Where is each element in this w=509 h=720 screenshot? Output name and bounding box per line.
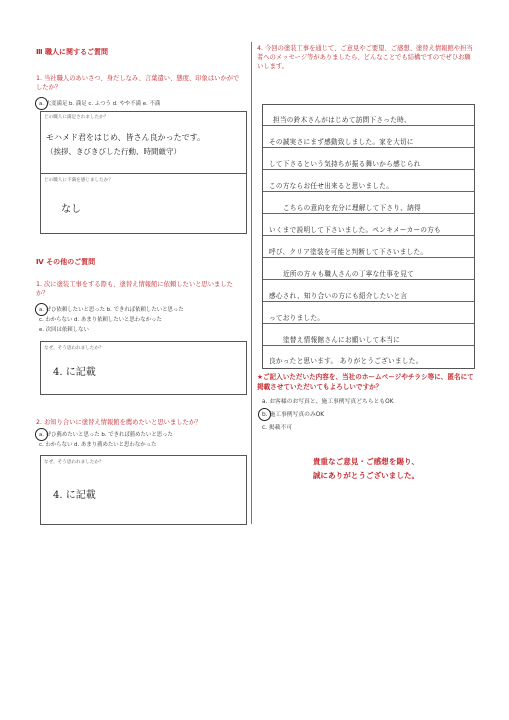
ruled-line	[263, 213, 474, 214]
ruled-line	[263, 125, 474, 126]
section-3-title: Ⅲ 職人に関するご質問	[36, 48, 109, 56]
publish-option-c: c. 掲載不可	[262, 425, 293, 431]
comment-line: して下さるという気持ちが振る舞いから感じられ	[269, 160, 421, 168]
comment-line: いくまで説明して下さいました。ペンキメーカーの方も	[269, 226, 442, 234]
unsatisfied-answer: なし	[61, 204, 81, 215]
reason-label: なぜ、そう思われましたか？	[44, 460, 104, 465]
publish-option-a: a. お客様のお写真と、施工事例写真どちらともOK	[262, 399, 394, 405]
q1-reason-box	[40, 341, 247, 395]
publish-permission-question: ★ご記入いただいた内容を、当社のホームページやチラシ等に、匿名にて掲載させていただいてもよろしいですか？	[257, 373, 474, 391]
q1-reason-answer: 4. に記載	[53, 367, 96, 378]
q2-reason-answer: 4. に記載	[53, 490, 96, 501]
section-3-q1-options: a. 大変満足 b. 満足 c. ふつう d. やや不満 e. 不満	[39, 101, 161, 107]
comment-line: 近所の方々も職人さんの丁寧な仕事を見て	[283, 270, 414, 278]
answer-circle-b	[258, 408, 271, 421]
satisfied-answer-line-1: モハメド君をはじめ、皆さん良かったです。	[46, 133, 206, 142]
satisfied-label: どの職人に満足されましたか？	[44, 115, 109, 120]
section-4-q1-option-line-2: c. わからない d. あまり依頼したいと思わなかった	[39, 317, 162, 323]
column-divider	[251, 42, 252, 524]
answer-circle-a	[35, 428, 48, 441]
section-4-question-2: 2. お知り合いに塗替え情報館を薦めたいと思いましたか？	[36, 419, 202, 426]
answer-circle-a	[35, 303, 48, 316]
comment-line: この方ならお任せ出来ると思いました。	[269, 182, 394, 190]
unsatisfied-label: どの職人に不満を感じましたか？	[44, 178, 113, 183]
comment-line: 塗替え情報館さんにお願いして本当に	[283, 336, 401, 344]
ruled-line	[263, 301, 474, 302]
comment-line: っておりました。	[269, 314, 325, 322]
free-comment-box	[262, 104, 475, 369]
ruled-line	[263, 279, 474, 280]
section-4-q2-option-line-1: a. ぜひ薦めたいと思った b. できれば薦めたいと思った	[39, 432, 173, 438]
ruled-line	[263, 147, 474, 148]
thanks-line-2: 誠にありがとうございました。	[312, 471, 420, 480]
section-4-q2-option-line-2: c. わからない d. あまり薦めたいと思わなかった	[39, 442, 157, 448]
comment-line: その誠実さにまず感動致しました。家を大切に	[269, 138, 414, 146]
section-4-title: Ⅳ その他のご質問	[36, 258, 96, 266]
comment-line: こちらの意向を充分に理解して下さり、納得	[283, 204, 421, 212]
satisfied-answer-line-2: （挨拶、きびきびした行動、時間厳守）	[46, 147, 181, 156]
comment-line: 良かったと思います。 ありがとうございました。	[269, 357, 423, 365]
satisfied-answer-box	[40, 111, 247, 175]
ruled-line	[263, 323, 474, 324]
ruled-line	[263, 169, 474, 170]
unsatisfied-answer-box	[40, 173, 247, 234]
question-4-prompt: 4. 今回の塗装工事を通じて、ご意見やご要望、ご感想、塗替え情報館や担当者へのメッセージ等がありましたら、どんなことでも結構ですのでぜひお願いします。	[257, 45, 473, 70]
answer-circle-a	[35, 97, 48, 110]
ruled-line	[263, 345, 474, 346]
comment-line: 担当の鈴木さんがはじめて訪問下さった時、	[273, 116, 411, 124]
section-4-question-1: 1. 次に塗装工事をする際も、塗替え情報館に依頼したいと思いましたか？	[36, 281, 233, 297]
comment-line: 呼び、クリア塗装を可能と判断して下さいました。	[269, 248, 428, 256]
section-3-question-1: 1. 当社職人のあいさつ、身だしなみ、言葉遣い、態度、印象はいかがでしたか？	[36, 75, 240, 91]
section-4-q1-option-line-3: e. 次回は依頼しない	[39, 327, 89, 333]
reason-label: なぜ、そう思われましたか？	[44, 346, 104, 351]
comment-line: 感心され、知り合いの方にも紹介したいと言	[269, 292, 408, 300]
publish-option-b: b. 施工事例写真のみOK	[262, 412, 325, 418]
ruled-line	[263, 257, 474, 258]
ruled-line	[263, 235, 474, 236]
thanks-line-1: 貴重なご意見・ご感想を賜り、	[312, 457, 420, 466]
section-4-q1-option-line-1: a. ぜひ依頼したいと思った b. できれば依頼したいと思った	[39, 307, 184, 313]
q2-reason-box	[40, 455, 247, 525]
ruled-line	[263, 191, 474, 192]
